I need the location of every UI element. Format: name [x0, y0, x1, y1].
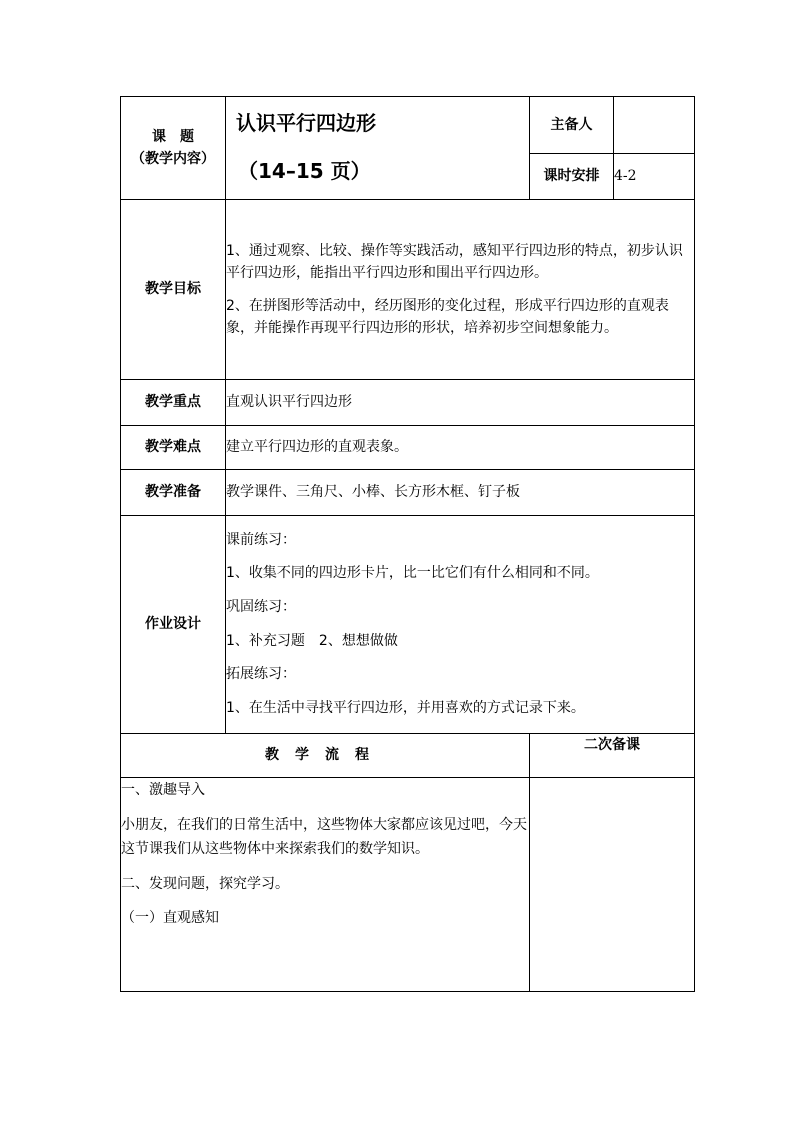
homework-line-4: 1、补充习题 2、想想做做 — [226, 632, 398, 649]
schedule-value: 4-2 — [614, 154, 695, 200]
teaching-flow-header: 教学流程 — [121, 734, 530, 778]
homework-line-3: 巩固练习： — [226, 598, 296, 615]
flow-line-4: （一）直观感知 — [121, 910, 219, 926]
lesson-title: 认识平行四边形 — [236, 111, 376, 135]
key-point-label: 教学重点 — [121, 380, 226, 426]
second-prep-header: 二次备课 — [530, 734, 695, 778]
homework-line-6: 1、在生活中寻找平行四边形，并用喜欢的方式记录下来。 — [226, 699, 585, 716]
teaching-flow-content — [121, 778, 530, 992]
preparer-label: 主备人 — [530, 97, 614, 154]
homework-line-5: 拓展练习： — [226, 666, 296, 683]
lesson-plan-table — [120, 96, 695, 992]
topic-label-cell — [121, 97, 226, 200]
flow-line-2: 小朋友，在我们的日常生活中，这些物体大家都应该见过吧，今天这节课我们从这些物体中来探索我们的数学知识。 — [121, 816, 527, 857]
flow-line-3: 二、发现问题，探究学习。 — [121, 875, 289, 892]
lesson-pages: （14–15 页） — [238, 159, 371, 183]
homework-content — [226, 516, 695, 734]
homework-line-1: 课前练习： — [226, 531, 296, 548]
lesson-title-cell — [226, 97, 530, 200]
topic-sublabel: （教学内容） — [131, 151, 215, 167]
homework-label: 作业设计 — [121, 516, 226, 734]
preparation-label: 教学准备 — [121, 470, 226, 516]
homework-line-2: 1、收集不同的四边形卡片，比一比它们有什么相同和不同。 — [226, 565, 599, 582]
second-prep-content — [530, 778, 695, 992]
schedule-label: 课时安排 — [530, 154, 614, 200]
flow-line-1: 一、激趣导入 — [121, 782, 205, 798]
objectives-label: 教学目标 — [121, 200, 226, 380]
difficulty-label: 教学难点 — [121, 426, 226, 470]
topic-label: 课 题 — [152, 128, 194, 145]
objectives-content — [226, 200, 695, 380]
preparer-value — [614, 97, 695, 154]
key-point-text: 直观认识平行四边形 — [226, 380, 695, 426]
objective-item-1: 1、通过观察、比较、操作等实践活动，感知平行四边形的特点，初步认识平行四边形，能指出平行四边形和围出平行四边形。 — [226, 242, 683, 282]
objective-item-2: 2、在拼图形等活动中，经历图形的变化过程，形成平行四边形的直观表象，并能操作再现平行四边形的形状，培养初步空间想象能力。 — [226, 297, 669, 336]
difficulty-text: 建立平行四边形的直观表象。 — [226, 426, 695, 470]
preparation-text: 教学课件、三角尺、小棒、长方形木框、钉子板 — [226, 470, 695, 516]
